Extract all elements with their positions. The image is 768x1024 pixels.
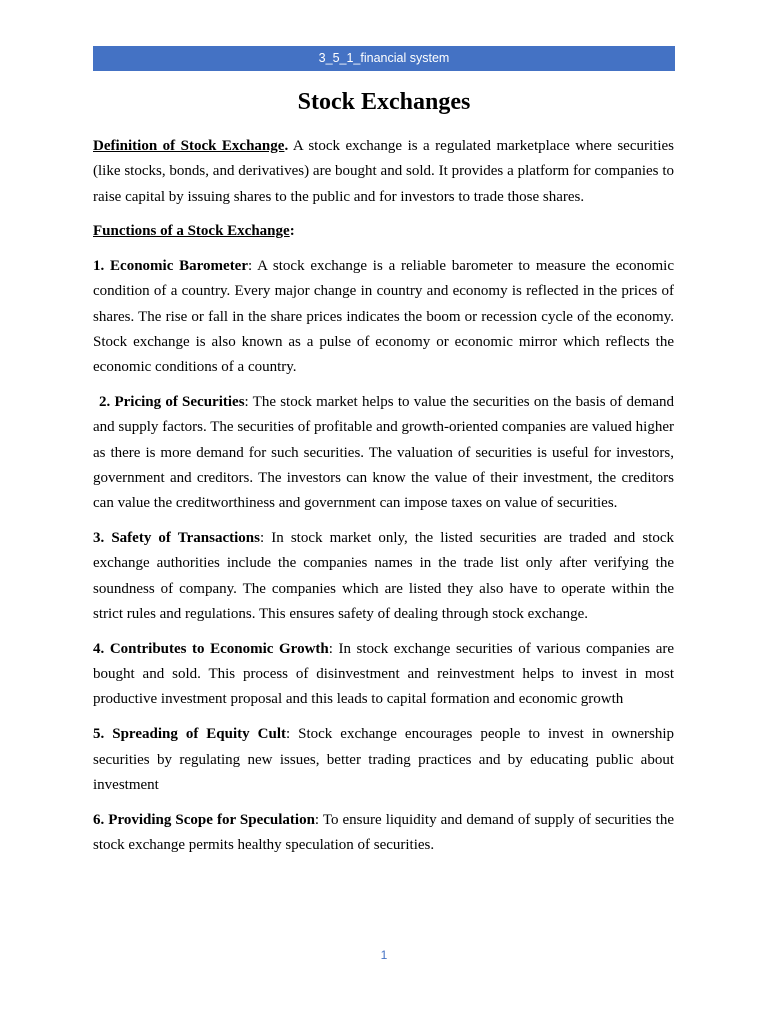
- function-label: 6. Providing Scope for Speculation: [93, 811, 315, 828]
- page-title: Stock Exchanges: [297, 89, 471, 115]
- definition-term-period: .: [284, 138, 289, 154]
- function-label: 4. Contributes to Economic Growth: [93, 640, 329, 657]
- function-item-6: [93, 808, 674, 859]
- function-label: 1. Economic Barometer: [93, 258, 249, 275]
- function-item-2: [93, 390, 674, 516]
- function-text: : To ensure liquidity and demand of supply of securities the stock exchange permits healthy speculation of securities.: [93, 811, 675, 853]
- function-text: : Stock exchange encourages people to invest in ownership securities by regulating new issues, better trading practices and by educating public about investment: [93, 726, 674, 793]
- function-text: : A stock exchange is a reliable barometer to measure the economic condition of a country. Every major change in country and economy is reflected in the prices of shares. The rise or fall in the share prices indicates the boom or recession cycle of the economy. Stock exchange is also known as a pulse of economy or economic mirror which reflects the economic conditions of a country.: [93, 258, 675, 376]
- function-label: 3. Safety of Transactions: [93, 530, 260, 547]
- function-text: : In stock market only, the listed securities are traded and stock exchange authorities include the companies names in the trade list only after verifying the soundness of company. The companies which are listed they also have to operate within the strict rules and regulations. This ensures safety of dealing through stock exchange.: [93, 530, 674, 623]
- function-item-1: [93, 254, 674, 380]
- document-body: [93, 134, 674, 868]
- function-item-5: [93, 722, 674, 798]
- function-item-4: [93, 637, 674, 713]
- running-header: [93, 46, 675, 71]
- function-text: : The stock market helps to value the securities on the basis of demand and supply factors. The securities of profitable and growth-oriented companies are valued higher as there is more demand for such securities. The valuation of securities is useful for investors, government and creditors. The investors can know the value of their investment, the creditors can value the creditworthiness and government can impose taxes on value of securities.: [93, 394, 674, 512]
- header-text: 3_5_1_financial system: [318, 51, 450, 65]
- functions-heading-colon: :: [289, 223, 295, 240]
- function-label: 5. Spreading of Equity Cult: [93, 726, 286, 743]
- functions-heading-text: Functions of a Stock Exchange: [93, 223, 290, 240]
- definition-text: A stock exchange is a regulated marketplace where securities (like stocks, bonds, and derivatives) are bought and sold. It provides a platform for companies to raise capital by issuing shares to the public and for investors to trade those shares.: [93, 138, 674, 205]
- function-label: 2. Pricing of Securities: [99, 394, 245, 411]
- function-item-3: [93, 526, 674, 627]
- definition-term: Definition of Stock Exchange: [93, 138, 285, 154]
- definition-paragraph: [93, 134, 674, 210]
- function-text: : In stock exchange securities of various companies are bought and sold. This process of disinvestment and reinvestment helps to invest in most productive investment proposal and this leads to capital formation and economic growth: [93, 640, 675, 708]
- functions-heading: [93, 219, 674, 244]
- page-number: 1: [380, 948, 388, 962]
